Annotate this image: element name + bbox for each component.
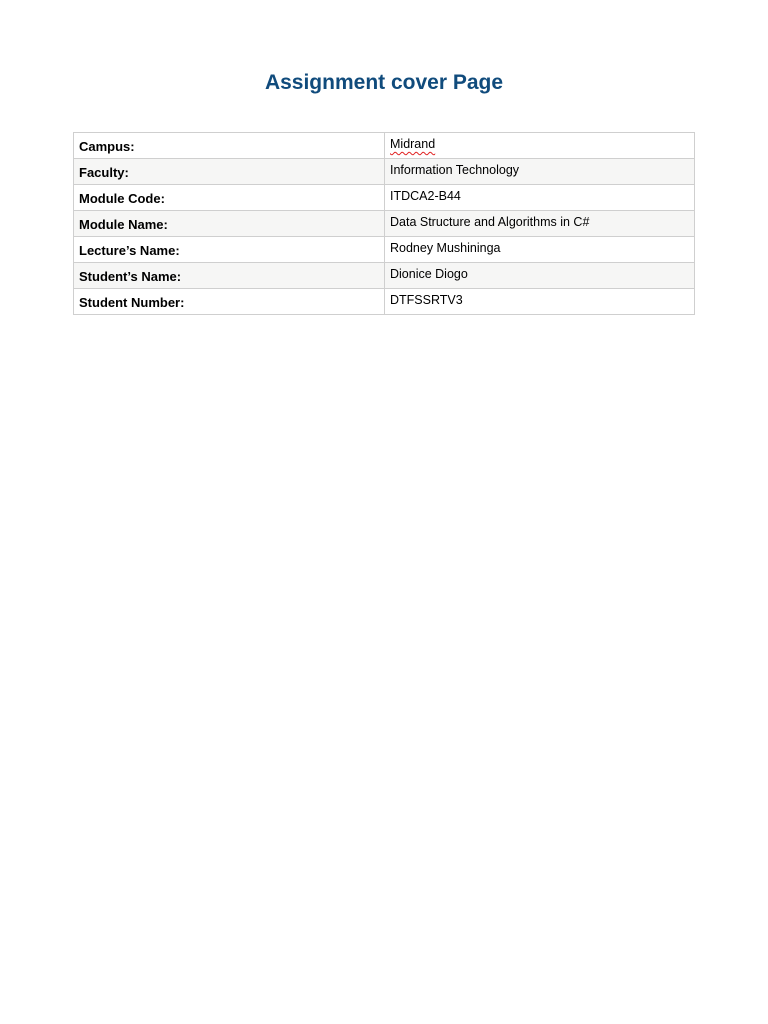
module-name-label: Module Name: [74,211,385,237]
table-row [74,289,695,315]
student-name-label: Student’s Name: [74,263,385,289]
module-name-value: Data Structure and Algorithms in C# [385,211,695,237]
table-row [74,263,695,289]
table-row [74,211,695,237]
lecturer-name-label: Lecture’s Name: [74,237,385,263]
module-code-value: ITDCA2-B44 [385,185,695,211]
campus-value: Midrand [390,137,436,151]
table-row [74,133,695,159]
page-title: Assignment cover Page [264,71,504,94]
module-code-label: Module Code: [74,185,385,211]
student-name-value: Dionice Diogo [385,263,695,289]
faculty-label: Faculty: [74,159,385,185]
campus-label: Campus: [74,133,385,159]
cover-details-table [73,132,695,315]
lecturer-name-value: Rodney Mushininga [385,237,695,263]
campus-value-cell [385,133,695,159]
faculty-value: Information Technology [385,159,695,185]
table-row [74,159,695,185]
table-row [74,237,695,263]
student-number-value: DTFSSRTV3 [385,289,695,315]
table-row [74,185,695,211]
student-number-label: Student Number: [74,289,385,315]
